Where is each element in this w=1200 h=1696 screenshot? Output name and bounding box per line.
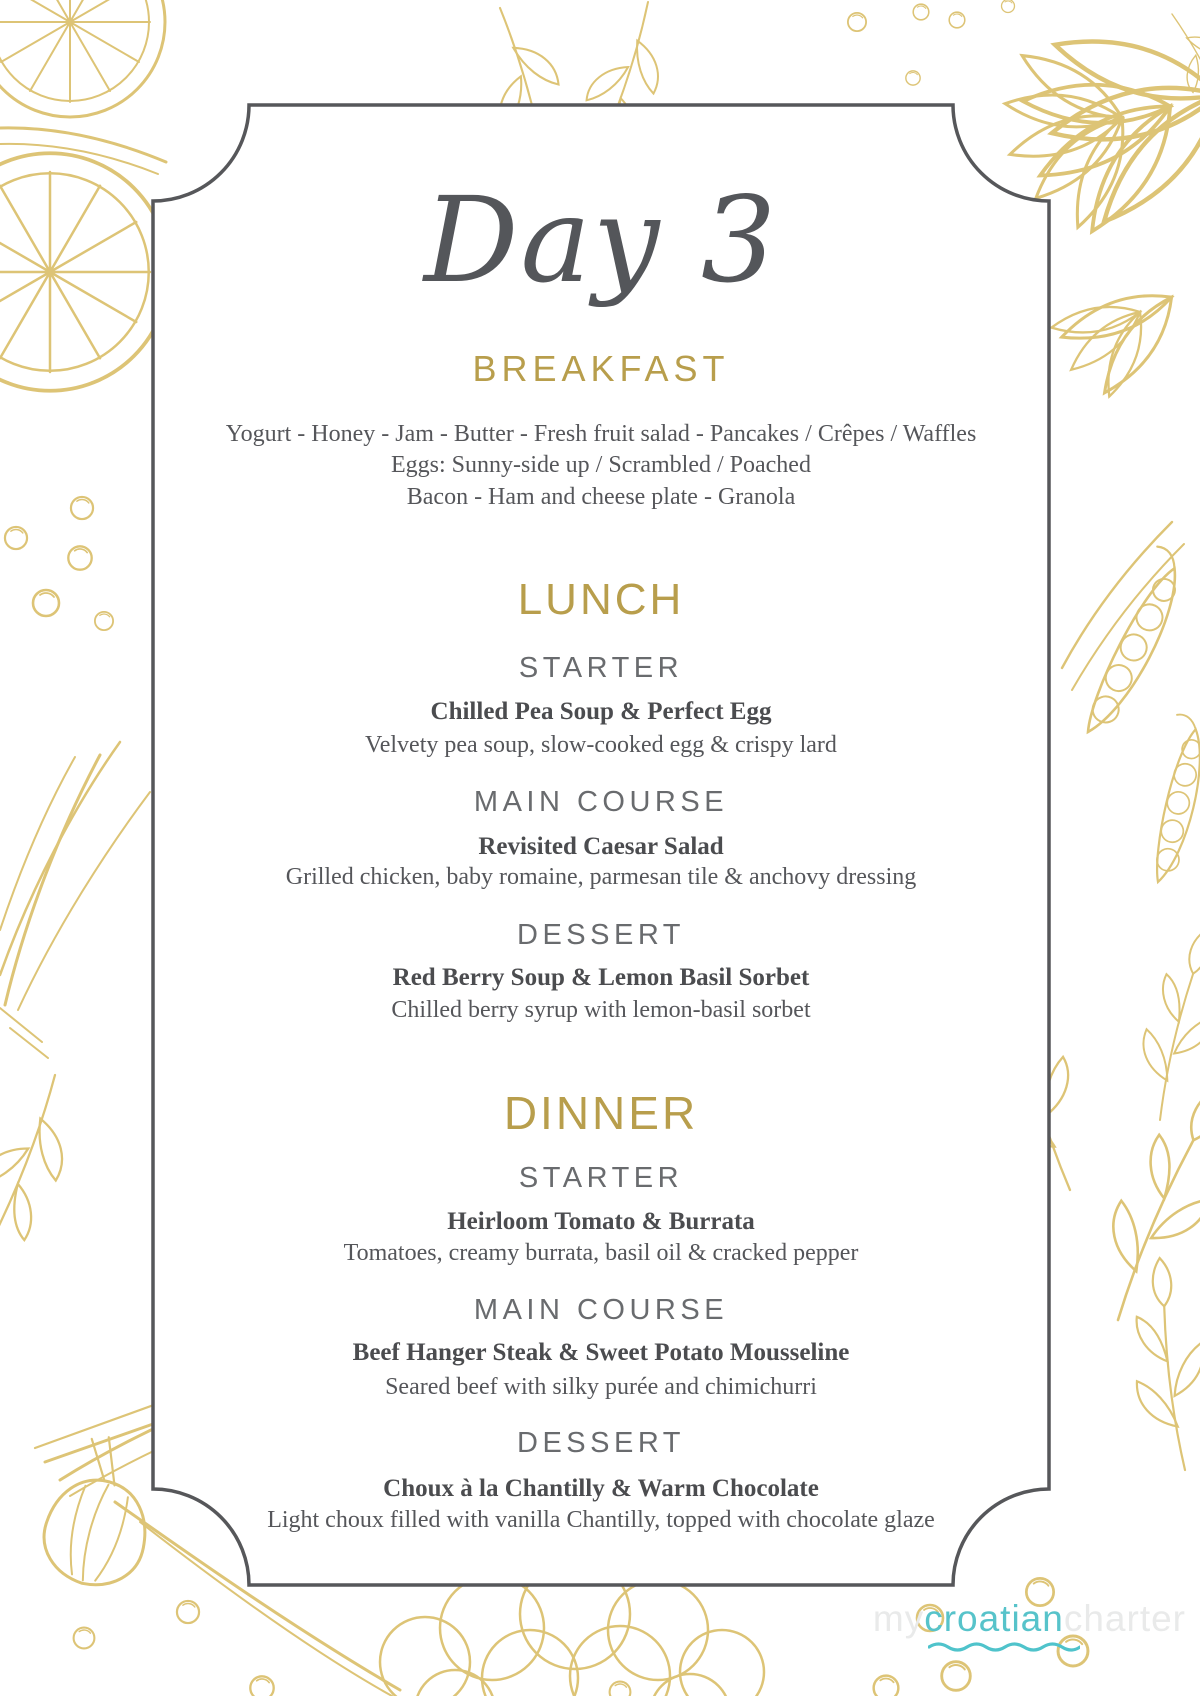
- course-category: MAIN COURSE: [473, 786, 729, 818]
- brand-watermark: [873, 1598, 1186, 1640]
- watermark-suffix: charter: [1063, 1598, 1186, 1639]
- breakfast-line: Yogurt - Honey - Jam - Butter - Fresh fruit salad - Pancakes / Crêpes / Waffles: [225, 421, 977, 447]
- breakfast-line: Eggs: Sunny-side up / Scrambled / Poached: [391, 452, 811, 478]
- dish-name: Revisited Caesar Salad: [478, 833, 724, 860]
- dish-description: Grilled chicken, baby romaine, parmesan tile & anchovy dressing: [285, 864, 917, 890]
- watermark-prefix: my: [872, 1598, 925, 1639]
- dish-name: Chilled Pea Soup & Perfect Egg: [430, 698, 772, 725]
- course-category: DESSERT: [517, 919, 685, 951]
- section-heading-dinner: DINNER: [503, 1087, 699, 1139]
- section-heading-breakfast: BREAKFAST: [472, 348, 730, 389]
- course-category: DESSERT: [517, 1427, 685, 1459]
- dish-name: Beef Hanger Steak & Sweet Potato Mousseline: [352, 1339, 850, 1366]
- course-category: STARTER: [518, 1162, 684, 1194]
- dish-name: Choux à la Chantilly & Warm Chocolate: [383, 1475, 819, 1502]
- section-heading-lunch: LUNCH: [517, 575, 685, 624]
- wave-underline-icon: [928, 1640, 1080, 1652]
- dish-name: Heirloom Tomato & Burrata: [447, 1208, 755, 1235]
- dish-description: Chilled berry syrup with lemon-basil sorbet: [391, 997, 811, 1023]
- watermark-brand: croatian: [924, 1598, 1064, 1640]
- dish-description: Light choux filled with vanilla Chantilly, topped with chocolate glaze: [267, 1507, 935, 1533]
- course-category: STARTER: [518, 652, 684, 684]
- dish-description: Velvety pea soup, slow-cooked egg & crispy lard: [365, 732, 837, 758]
- dish-name: Red Berry Soup & Lemon Basil Sorbet: [392, 964, 810, 991]
- course-category: MAIN COURSE: [473, 1294, 729, 1326]
- breakfast-line: Bacon - Ham and cheese plate - Granola: [406, 484, 796, 510]
- dish-description: Seared beef with silky purée and chimichurri: [385, 1374, 817, 1400]
- dish-description: Tomatoes, creamy burrata, basil oil & cracked pepper: [343, 1240, 859, 1266]
- page-title: Day 3: [423, 171, 779, 309]
